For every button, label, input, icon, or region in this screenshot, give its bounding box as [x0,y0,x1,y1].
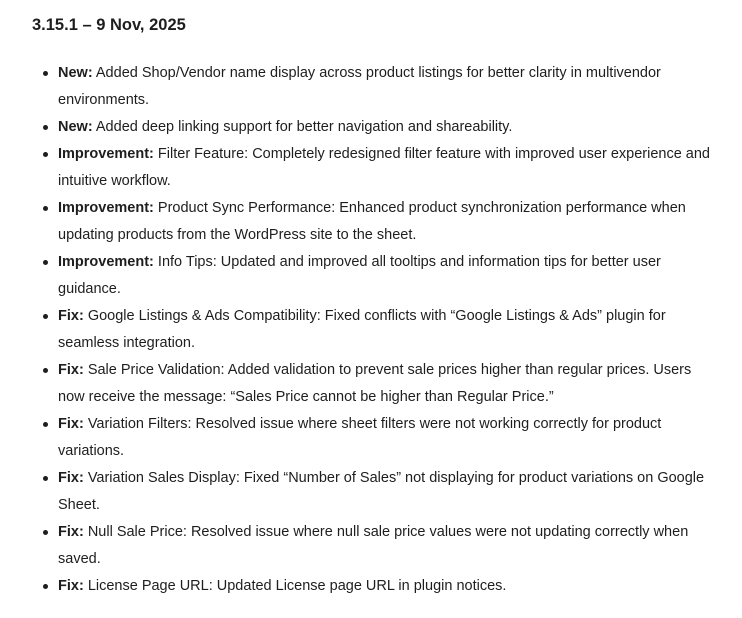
entry-tag: Fix: [58,470,84,486]
changelog-entry-fix-null-sale-price [32,519,712,573]
entry-tag: Improvement: [58,146,154,162]
entry-text: Added Shop/Vendor name display across product listings for better clarity in multivendor environments. [58,65,661,108]
changelog-entry-fix-variation-filters [32,411,712,465]
entry-tag: Improvement: [58,254,154,270]
changelog-entry-improvement-sync [32,195,712,249]
entry-tag: Fix: [58,524,84,540]
entry-tag: Improvement: [58,200,154,216]
entry-text: Added deep linking support for better navigation and shareability. [95,119,513,135]
changelog-entry-fix-license-url [32,573,712,600]
entry-text: Sale Price Validation: Added validation to prevent sale prices higher than regular prices. Users now receive the message: “Sales Price cannot be higher than Regular Price.” [58,362,692,405]
entry-tag: Fix: [58,362,84,378]
entry-text: License Page URL: Updated License page URL in plugin notices. [87,578,507,594]
changelog-entry-new-vendor-name [32,60,712,114]
changelog-entry-new-deep-linking [32,114,712,141]
entry-text: Info Tips: Updated and improved all tooltips and information tips for better user guidance. [58,254,661,297]
changelog-entry-fix-google-listings [32,303,712,357]
entry-tag: Fix: [58,416,84,432]
entry-tag: New: [58,119,93,135]
entry-text: Null Sale Price: Resolved issue where null sale price values were not updating correctly when saved. [58,524,689,567]
entry-text: Variation Filters: Resolved issue where sheet filters were not working correctly for product variations. [58,416,662,459]
changelog-list [32,60,712,600]
entry-tag: Fix: [58,578,84,594]
entry-tag: Fix: [58,308,84,324]
entry-text: Product Sync Performance: Enhanced product synchronization performance when updating products from the WordPress site to the sheet. [58,200,686,243]
changelog-entry-improvement-info-tips [32,249,712,303]
entry-text: Google Listings & Ads Compatibility: Fixed conflicts with “Google Listings & Ads” plugin for seamless integration. [58,308,666,351]
entry-tag: New: [58,65,93,81]
changelog-entry-improvement-filter [32,141,712,195]
version-heading: 3.15.1 – 9 Nov, 2025 [32,16,186,34]
changelog-entry-fix-variation-sales [32,465,712,519]
entry-text: Filter Feature: Completely redesigned filter feature with improved user experience and intuitive workflow. [58,146,710,189]
changelog-entry-fix-sale-price-validation [32,357,712,411]
entry-text: Variation Sales Display: Fixed “Number of Sales” not displaying for product variations on Google Sheet. [58,470,705,513]
